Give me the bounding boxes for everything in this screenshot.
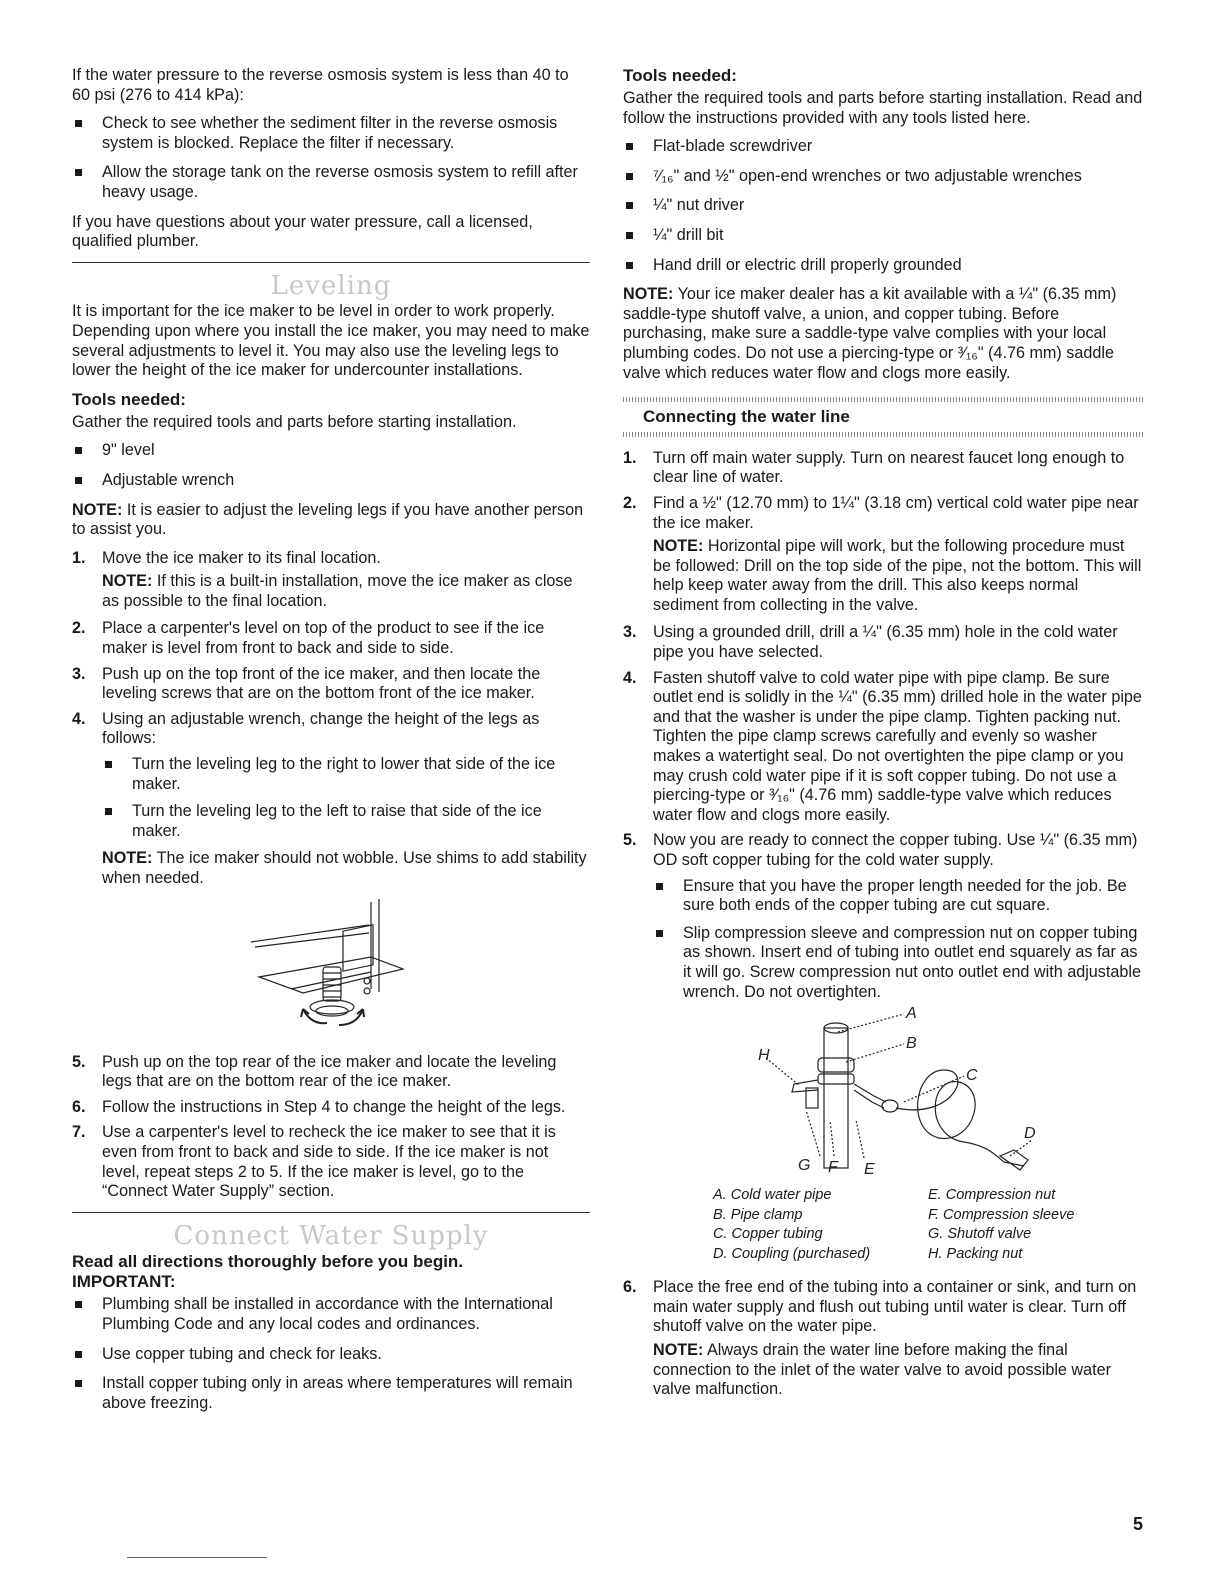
figure-legend bbox=[713, 1186, 1145, 1264]
step-number: 7. bbox=[72, 1123, 86, 1142]
step-text: Follow the instructions in Step 4 to change the height of the legs. bbox=[102, 1097, 566, 1116]
callout-g: G bbox=[798, 1157, 811, 1175]
note-text: Horizontal pipe will work, but the following procedure must be followed: Drill on the top side of the pipe, not the bottom. This will help keep water away from the drill. This also keeps normal sediment from collecting in the valve. bbox=[653, 537, 1142, 614]
list-item: Hand drill or electric drill properly grounded bbox=[623, 256, 1145, 276]
step-item bbox=[72, 549, 590, 612]
step-text: Use a carpenter's level to recheck the ice maker to see that it is even from front to back and side to side. If the ice maker is not level, repeat steps 2 to 5. If the ice maker is level, go to the “Connect Water Supply” section. bbox=[102, 1123, 556, 1201]
step-number: 4. bbox=[623, 668, 637, 687]
note-label: NOTE: bbox=[102, 572, 153, 591]
step-item bbox=[623, 623, 1145, 662]
note-text: Your ice maker dealer has a kit available with a ¼" (6.35 mm) saddle-type shutoff valve, a union, and copper tubing. Before purchasing, make sure a saddle-type valve complies with your local plumbing codes. Do not use a piercing-type or ³⁄₁₆" (4.76 mm) saddle valve which reduces water flow and clogs more easily. bbox=[623, 285, 1117, 382]
step-text: Place the free end of the tubing into a container or sink, and turn on main water supply and flush out tubing until water is clear. Turn off shutoff valve on the water pipe. bbox=[653, 1278, 1137, 1336]
callout-e: E bbox=[864, 1161, 875, 1179]
step-text: Push up on the top front of the ice maker, and then locate the leveling screws that are on the bottom front of the ice maker. bbox=[102, 664, 541, 703]
list-item: Ensure that you have the proper length needed for the job. Be sure both ends of the copper tubing are cut square. bbox=[653, 877, 1145, 916]
tools-intro: Gather the required tools and parts before starting installation. bbox=[72, 412, 517, 431]
callout-a: A bbox=[906, 1005, 917, 1023]
list-item: 9" level bbox=[72, 441, 590, 461]
intro-paragraph: If the water pressure to the reverse osmosis system is less than 40 to 60 psi (276 to 414 kPa): bbox=[72, 66, 569, 104]
callout-f: F bbox=[828, 1159, 838, 1177]
step-note bbox=[653, 1341, 1145, 1400]
callout-c: C bbox=[966, 1067, 978, 1085]
step-text: Place a carpenter's level on top of the product to see if the ice maker is level from front to back and side to side. bbox=[102, 619, 545, 658]
list-item: ¼" nut driver bbox=[623, 196, 1145, 216]
step-item bbox=[623, 831, 1145, 1002]
step-number: 2. bbox=[72, 619, 86, 638]
legend-item: C. Copper tubing bbox=[713, 1226, 823, 1243]
step-item bbox=[72, 1098, 590, 1118]
step-note bbox=[102, 849, 590, 888]
note-label: NOTE: bbox=[653, 1340, 704, 1359]
step-note bbox=[102, 572, 590, 611]
step-text: Fasten shutoff valve to cold water pipe with pipe clamp. Be sure outlet end is solidly in the ¼" (6.35 mm) drilled hole in the water pipe and that the washer is under the pipe clamp. Tighten packing nut. Tighten the pipe clamp screws carefully and evenly so washer makes a watertight seal. Do not overtighten the pipe clamp or you may crush cold water pipe if it is soft copper tubing. Do not use a piercing-type or ³⁄₁₆" (4.76 mm) saddle-type valve which reduces water flow and clogs more easily. bbox=[653, 668, 1142, 824]
legend-item: E. Compression nut bbox=[928, 1187, 1056, 1204]
legend-item: A. Cold water pipe bbox=[713, 1187, 832, 1204]
leveling-note bbox=[72, 501, 590, 540]
legend-item: D. Coupling (purchased) bbox=[713, 1245, 871, 1262]
list-item: Plumbing shall be installed in accordance with the International Plumbing Code and any local codes and ordinances. bbox=[72, 1295, 590, 1334]
step-text: Now you are ready to connect the copper tubing. Use ¼" (6.35 mm) OD soft copper tubing for the cold water supply. bbox=[653, 831, 1138, 869]
section-divider bbox=[72, 262, 590, 263]
tools-heading: Tools needed: bbox=[72, 389, 186, 409]
right-column bbox=[623, 66, 1145, 1408]
tools-heading: Tools needed: bbox=[623, 66, 737, 85]
step-number: 1. bbox=[623, 448, 637, 467]
step-number: 6. bbox=[72, 1097, 86, 1116]
step-item bbox=[72, 665, 590, 704]
step-item bbox=[623, 669, 1145, 826]
note-text: The ice maker should not wobble. Use shims to add stability when needed. bbox=[102, 849, 587, 887]
note-text: It is easier to adjust the leveling legs if you have another person to assist you. bbox=[72, 500, 584, 539]
note-label: NOTE: bbox=[72, 500, 123, 519]
step-text: Turn off main water supply. Turn on nearest faucet long enough to clear line of water. bbox=[653, 448, 1125, 487]
step-item bbox=[623, 1278, 1145, 1400]
list-item: Install copper tubing only in areas where temperatures will remain above freezing. bbox=[72, 1374, 590, 1413]
step-text: Find a ½" (12.70 mm) to 1¼" (3.18 cm) vertical cold water pipe near the ice maker. bbox=[653, 493, 1139, 532]
step-number: 4. bbox=[72, 709, 86, 728]
connect-water-title: Connect Water Supply bbox=[173, 1220, 489, 1251]
step-item bbox=[72, 1123, 590, 1201]
callout-d: D bbox=[1024, 1125, 1036, 1143]
list-item: Slip compression sleeve and compression nut on copper tubing as shown. Insert end of tubing into outlet end squarely as far as it will go. Screw compression nut onto outlet end with adjustable wrench. Do not overtighten. bbox=[653, 924, 1145, 1002]
step-text: Move the ice maker to its final location. bbox=[102, 548, 381, 567]
kit-note bbox=[623, 285, 1145, 383]
list-item: Turn the leveling leg to the right to lower that side of the ice maker. bbox=[102, 755, 590, 794]
list-item: Check to see whether the sediment filter in the reverse osmosis system is blocked. Replace the filter if necessary. bbox=[72, 114, 590, 153]
step-number: 3. bbox=[72, 664, 86, 683]
note-text: If this is a built-in installation, move the ice maker as close as possible to the final location. bbox=[102, 572, 573, 610]
step-item bbox=[623, 494, 1145, 616]
note-label: NOTE: bbox=[653, 537, 704, 556]
left-column bbox=[72, 66, 590, 1423]
important-heading: IMPORTANT: bbox=[72, 1272, 176, 1292]
step-number: 1. bbox=[72, 548, 86, 567]
step-text: Using a grounded drill, drill a ¼" (6.35 mm) hole in the cold water pipe you have selected. bbox=[653, 623, 1118, 662]
list-item: Allow the storage tank on the reverse osmosis system to refill after heavy usage. bbox=[72, 163, 590, 202]
step-text: Push up on the top rear of the ice maker and locate the leveling legs that are on the bottom rear of the ice maker. bbox=[102, 1052, 557, 1091]
list-item: Turn the leveling leg to the left to raise that side of the ice maker. bbox=[102, 802, 590, 841]
step-number: 2. bbox=[623, 493, 637, 512]
leveling-leg-illustration bbox=[231, 897, 431, 1047]
step-number: 6. bbox=[623, 1278, 637, 1297]
legend-item: B. Pipe clamp bbox=[713, 1206, 803, 1223]
note-label: NOTE: bbox=[102, 849, 153, 868]
step-sublist bbox=[102, 755, 590, 841]
read-all-heading: Read all directions thoroughly before you begin. bbox=[72, 1252, 464, 1272]
step-item bbox=[623, 449, 1145, 488]
callout-h: H bbox=[758, 1047, 770, 1065]
step-item bbox=[72, 619, 590, 658]
list-item: ¼" drill bit bbox=[623, 226, 1145, 246]
dotted-rule bbox=[623, 432, 1145, 437]
step-text: Using an adjustable wrench, change the height of the legs as follows: bbox=[102, 709, 540, 748]
tools-intro: Gather the required tools and parts before starting installation. Read and follow the instructions provided with any tools listed here. bbox=[623, 89, 1143, 127]
water-line-illustration bbox=[734, 1005, 1036, 1180]
step-number: 5. bbox=[623, 831, 637, 850]
list-item: ⁷⁄₁₆" and ½" open-end wrenches or two adjustable wrenches bbox=[623, 167, 1145, 187]
leveling-title: Leveling bbox=[270, 270, 392, 301]
legend-item: F. Compression sleeve bbox=[928, 1206, 1075, 1223]
callout-b: B bbox=[906, 1035, 917, 1053]
step-note bbox=[653, 537, 1145, 615]
note-text: Always drain the water line before making the final connection to the inlet of the water valve to avoid possible water valve malfunction. bbox=[653, 1340, 1112, 1399]
list-item: Adjustable wrench bbox=[72, 471, 590, 491]
step-sublist bbox=[653, 877, 1145, 1003]
note-label: NOTE: bbox=[623, 285, 674, 304]
connecting-water-line-heading: Connecting the water line bbox=[643, 407, 850, 427]
scan-artifact-line bbox=[127, 1557, 267, 1558]
questions-paragraph: If you have questions about your water pressure, call a licensed, qualified plumber. bbox=[72, 212, 533, 251]
step-item bbox=[72, 710, 590, 889]
list-item: Use copper tubing and check for leaks. bbox=[72, 1345, 590, 1365]
step-number: 3. bbox=[623, 623, 637, 642]
legend-item: H. Packing nut bbox=[928, 1245, 1023, 1262]
step-number: 5. bbox=[72, 1052, 86, 1071]
list-item: Flat-blade screwdriver bbox=[623, 137, 1145, 157]
section-divider bbox=[72, 1212, 590, 1213]
leveling-body: It is important for the ice maker to be level in order to work properly. Depending upon where you install the ice maker, you may need to make several adjustments to level it. You may also use the leveling legs to lower the height of the ice maker for undercounter installations. bbox=[72, 302, 590, 380]
page-number: 5 bbox=[1132, 1514, 1143, 1534]
step-item bbox=[72, 1053, 590, 1092]
legend-item: G. Shutoff valve bbox=[928, 1226, 1032, 1243]
